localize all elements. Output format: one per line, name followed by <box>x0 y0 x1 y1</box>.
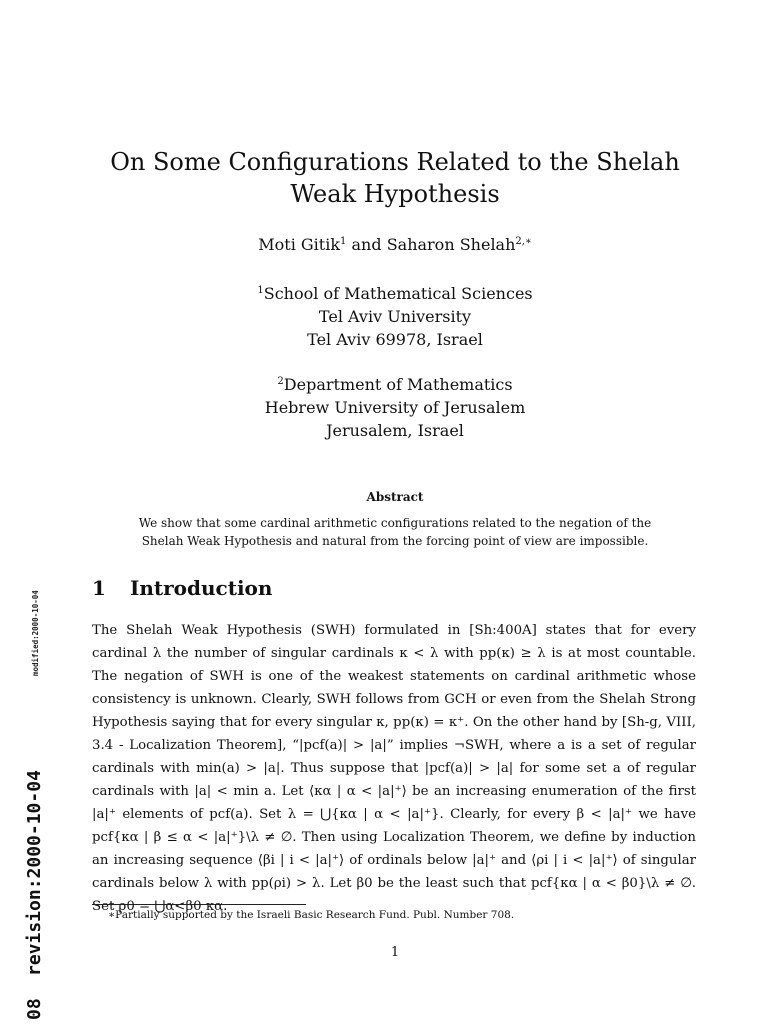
section-number: 1 <box>92 576 106 600</box>
abstract-heading: Abstract <box>366 490 424 504</box>
affiliation-1-line-2: Tel Aviv University <box>318 307 472 326</box>
footnote: ∗Partially supported by the Israeli Basic Research Fund. Publ. Number 708. <box>108 909 515 921</box>
author-1-name: Moti Gitik <box>258 235 341 254</box>
affiliation-2-mark: 2 <box>277 376 284 387</box>
side-stamp-tail <box>24 990 50 1024</box>
affiliation-2-line-3: Jerusalem, Israel <box>326 421 464 440</box>
side-stamp-revision <box>24 750 50 1024</box>
affiliation-1-line-1: School of Mathematical Sciences <box>263 284 533 303</box>
affiliation-1-mark: 1 <box>257 285 264 296</box>
affiliation-2 <box>80 370 710 442</box>
affiliation-2-line-2: Hebrew University of Jerusalem <box>264 398 526 417</box>
page-number: 1 <box>390 945 400 960</box>
section-heading <box>92 576 272 600</box>
side-stamp-modified <box>31 570 43 680</box>
side-stamp-modified-text: modified:2000-10-04 <box>31 590 40 676</box>
author-joiner: and <box>346 235 387 254</box>
abstract-text: We show that some cardinal arithmetic configurations related to the negation of the Shelah Weak Hypothesis and natural from the forcing point of view are impossible. <box>138 516 652 548</box>
side-stamp-revision-text: revision:2000-10-04 <box>24 770 45 976</box>
affiliation-1 <box>80 279 710 351</box>
side-stamp-tail-text: 08 <box>24 998 45 1020</box>
introduction-body <box>92 619 696 918</box>
author-2-mark: 2,∗ <box>515 236 532 247</box>
footnote-divider <box>92 904 306 905</box>
author-2-name: Saharon Shelah <box>386 235 516 254</box>
author-1-mark: 1 <box>340 236 347 247</box>
introduction-paragraph: The Shelah Weak Hypothesis (SWH) formulated in [Sh:400A] states that for every cardinal λ the number of singular cardinals κ < λ with pp(κ) ≥ λ is at most countable. The negation of SWH is one of the weakest statements on cardinal arithmetic whose consistency is unknown. Clearly, SWH follows from GCH or even from the Shelah Strong Hypothesis saying that for every singular κ, pp(κ) = κ⁺. On the other hand by [Sh-g, VIII, 3.4 - Localization Theorem], “|pcf(a)| > |a|” implies ¬SWH, where a is a set of regular cardinals with min(a) > |a|. Thus suppose that |pcf(a)| > |a| for some set a of regular cardinals with |a| < min a. Let ⟨κα | α < |a|⁺⟩ be an increasing enumeration of the first |a|⁺ elements of pcf(a). Set λ = ⋃{κα | α < |a|⁺}. Clearly, for every β < |a|⁺ we have pcf{κα | β ≤ α < |a|⁺}\λ ≠ ∅. Then using Localization Theorem, we define by induction an increasing sequence ⟨βi | i < |a|⁺⟩ of ordinals below |a|⁺ and ⟨ρi | i < |a|⁺⟩ of singular cardinals below λ with pp(ρi) > λ. Let β0 be the least such that pcf{κα | α < β0}\λ ≠ ∅. Set ρ0 = ⋃α<β0 κα. <box>92 623 696 914</box>
affiliation-1-line-3: Tel Aviv 69978, Israel <box>307 330 483 349</box>
paper-title: On Some Configurations Related to the Shelah Weak Hypothesis <box>110 148 680 208</box>
affiliation-2-line-1: Department of Mathematics <box>283 375 513 394</box>
section-title: Introduction <box>130 576 273 600</box>
author-line <box>80 231 710 256</box>
